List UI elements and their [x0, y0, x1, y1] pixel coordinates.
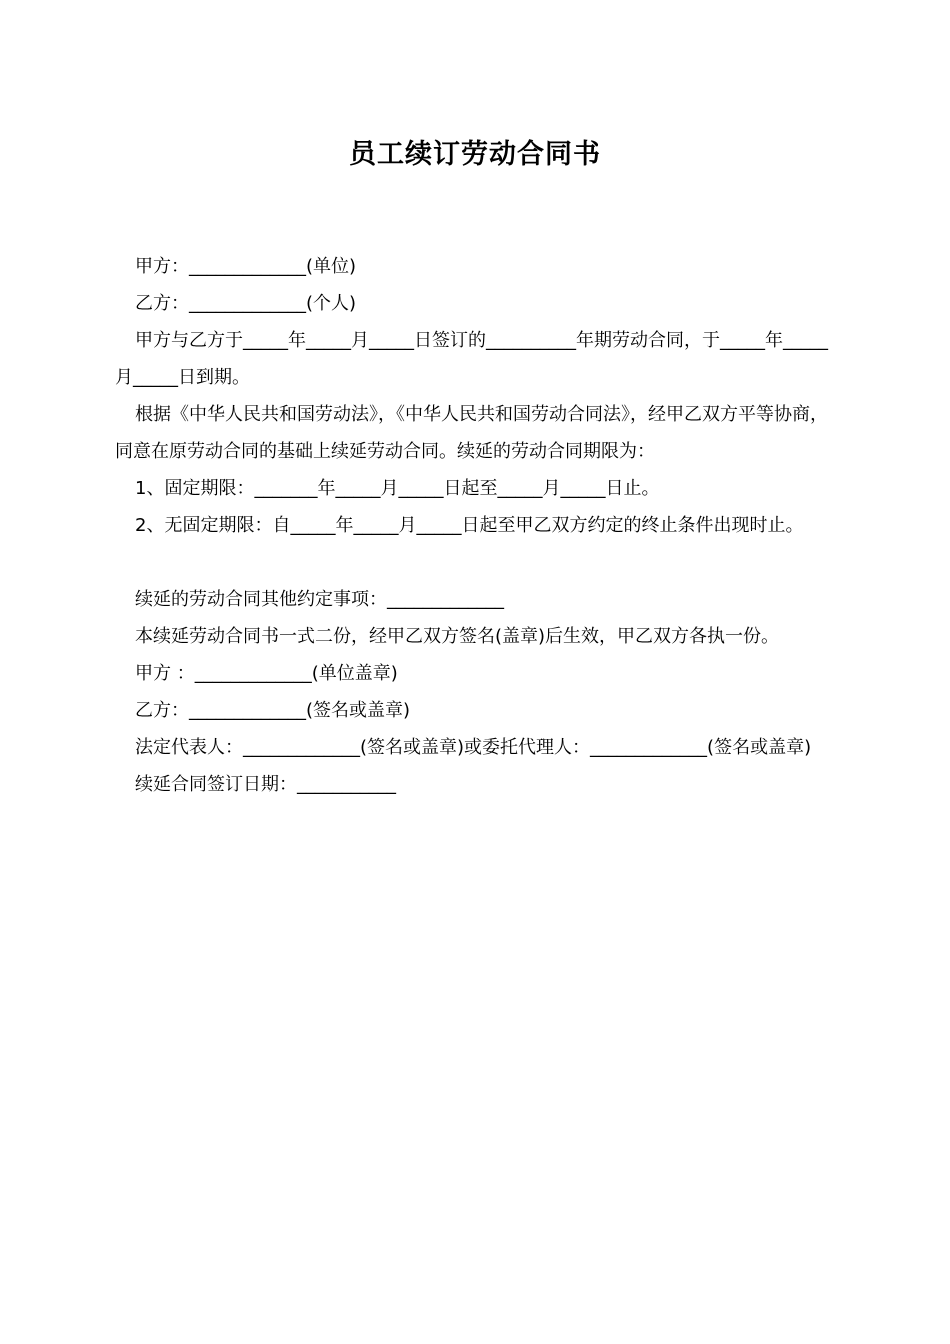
fixed-term-clause: 1、固定期限：_______年_____月_____日起至_____月_____日止。 [135, 478, 660, 499]
legal-basis-paragraph: 根据《中华人民共和国劳动法》，《中华人民共和国劳动合同法》，经甲乙双方平等协商，同意在原劳动合同的基础上续延劳动合同。续延的劳动合同期限为： [115, 404, 828, 462]
document-body [115, 248, 845, 803]
paragraph-spacer [115, 544, 845, 581]
signing-date-line: 续延合同签订日期：___________ [135, 774, 396, 795]
effectiveness-paragraph: 本续延劳动合同书一式二份，经甲乙双方签名(盖章)后生效，甲乙双方各执一份。 [135, 626, 780, 647]
party-a-line: 甲方：_____________(单位) [135, 256, 357, 277]
party-b-signature-line: 乙方：_____________(签名或盖章) [135, 700, 411, 721]
open-term-clause: 2、无固定期限：自_____年_____月_____日起至甲乙双方约定的终止条件出现时止。 [135, 515, 804, 536]
party-a-seal-line: 甲方 ：_____________(单位盖章) [135, 663, 398, 684]
party-b-line: 乙方：_____________(个人) [135, 293, 357, 314]
original-contract-paragraph: 甲方与乙方于_____年_____月_____日签订的__________年期劳动合同，于_____年_____月_____日到期。 [115, 330, 828, 388]
other-terms-line: 续延的劳动合同其他约定事项：_____________ [135, 589, 504, 610]
document-title: 员工续订劳动合同书 [349, 139, 601, 170]
legal-representative-line: 法定代表人：_____________(签名或盖章)或委托代理人：_____________(签名或盖章) [135, 737, 812, 758]
